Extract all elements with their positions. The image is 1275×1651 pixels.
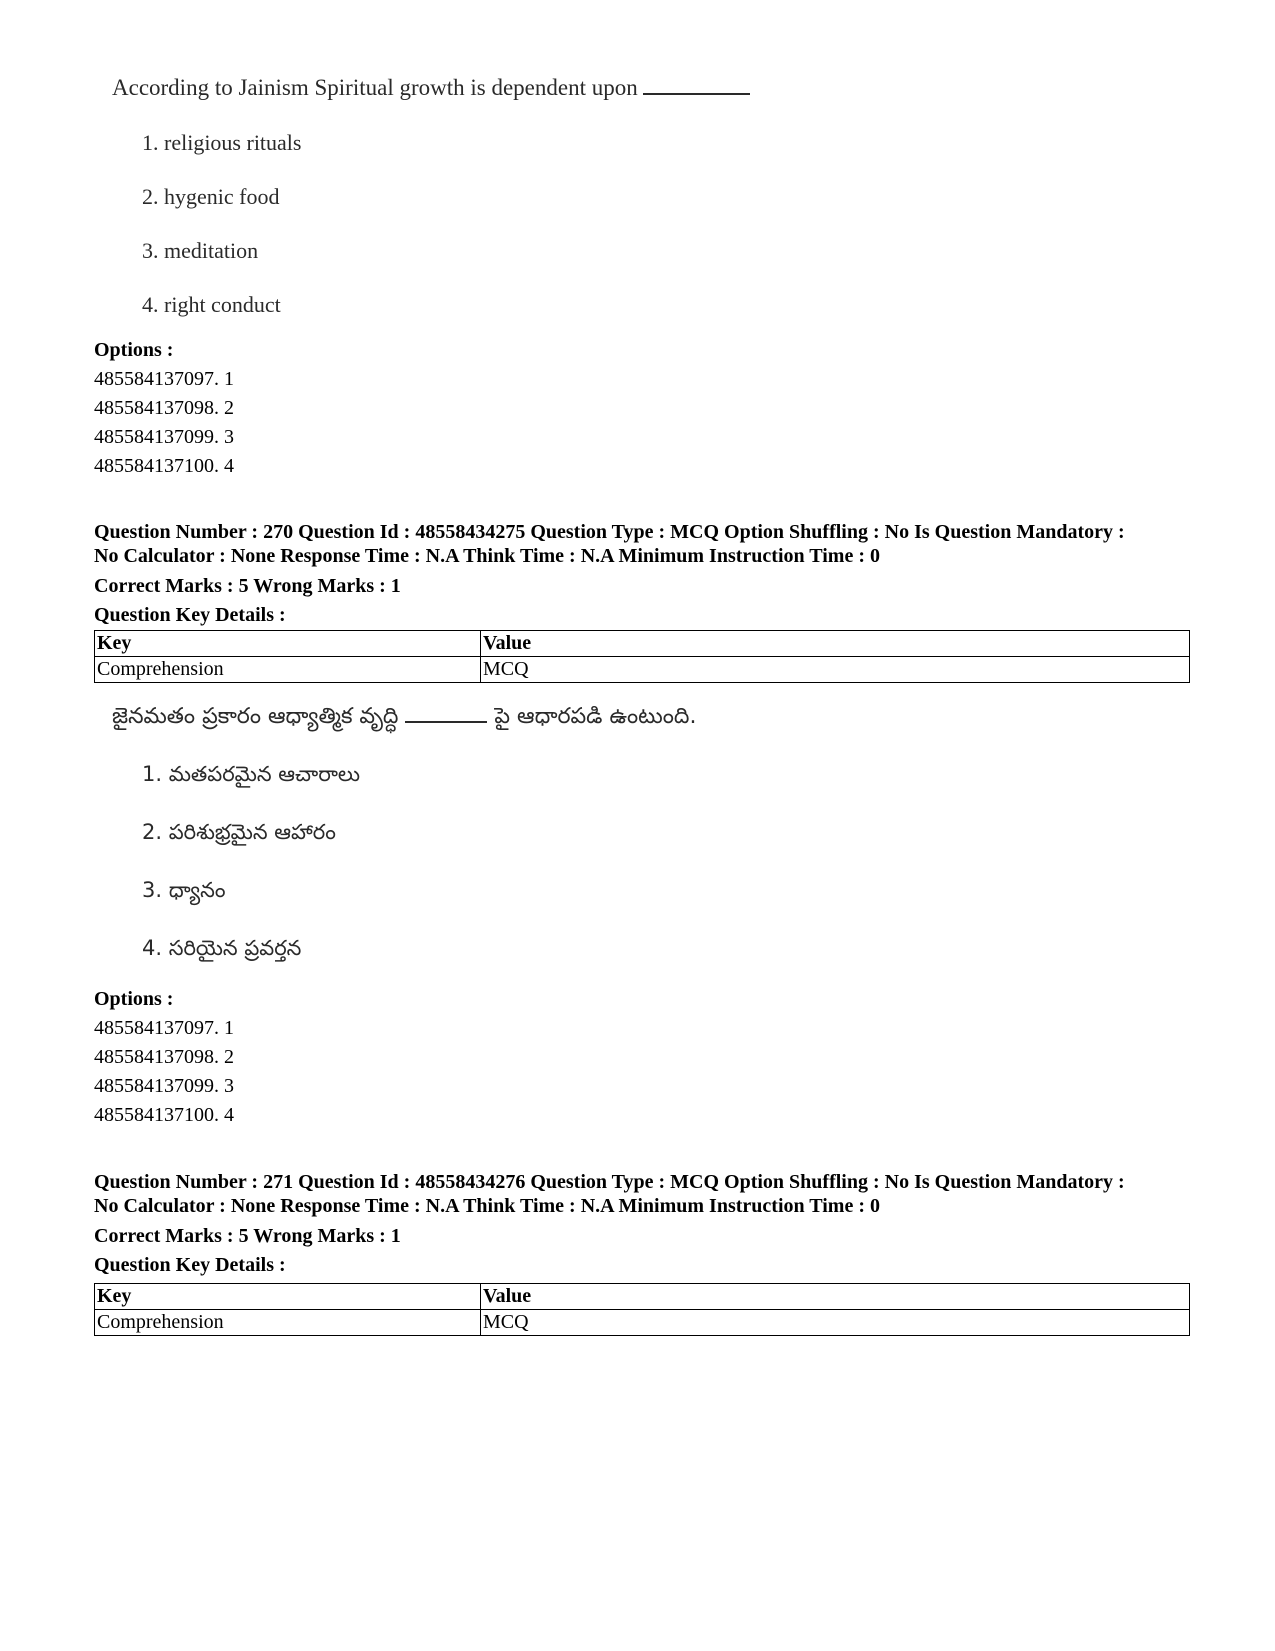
question-option-1: 1. religious rituals [142,130,302,155]
question-stem-text: జైనమతం ప్రకారం ఆధ్యాత్మిక వృద్ధి [112,704,399,729]
table-cell-key: Comprehension [95,657,481,683]
question-info-line: No Calculator : None Response Time : N.A Think Time : N.A Minimum Instruction Time : 0 [94,1195,880,1217]
question-info-line: Question Number : 270 Question Id : 48558434275 Question Type : MCQ Option Shuffling : No Is Question Mandatory : [94,521,1125,543]
table-cell-key: Comprehension [95,1310,481,1336]
question-option-4: 4. right conduct [142,292,281,317]
key-details-label: Question Key Details : [94,1254,286,1276]
question-info-line: Question Number : 271 Question Id : 48558434276 Question Type : MCQ Option Shuffling : No Is Question Mandatory : [94,1171,1125,1193]
option-id-row: 485584137099. 3 [94,426,234,448]
options-list [94,336,234,481]
option-id-row: 485584137098. 2 [94,397,234,419]
question-option-3: 3. ధ్యానం [142,878,226,902]
key-details-label: Question Key Details : [94,604,286,626]
table-cell-value: MCQ [481,657,1190,683]
marks-line: Correct Marks : 5 Wrong Marks : 1 [94,575,401,597]
question-meta-271 [94,1170,1204,1277]
question-stem-text-end: పై ఆధారపడి ఉంటుంది. [494,704,697,729]
table-header-value: Value [481,631,1190,657]
option-id-row: 485584137100. 4 [94,1104,234,1126]
options-label: Options : [94,988,174,1010]
table-header-row [95,631,1190,657]
question-option-4: 4. సరియైన ప్రవర్తన [142,936,302,960]
options-label: Options : [94,339,174,361]
table-header-key: Key [95,1284,481,1310]
table-header-value: Value [481,1284,1190,1310]
question-image-telugu [95,702,1185,963]
option-id-row: 485584137097. 1 [94,1017,234,1039]
options-list [94,985,234,1130]
question-stem [112,73,1185,103]
question-option-2: 2. పరిశుభ్రమైన ఆహారం [142,820,336,844]
table-cell-value: MCQ [481,1310,1190,1336]
option-id-row: 485584137098. 2 [94,1046,234,1068]
table-header-key: Key [95,631,481,657]
table-row [95,657,1190,683]
question-option-1: 1. మతపరమైన ఆచారాలు [142,762,361,786]
table-header-row [95,1284,1190,1310]
question-option-3: 3. meditation [142,238,259,263]
key-details-table [94,1283,1190,1336]
table-row [95,1310,1190,1336]
marks-line: Correct Marks : 5 Wrong Marks : 1 [94,1225,401,1247]
question-meta-270 [94,520,1204,627]
question-image-english [95,73,1185,320]
question-stem [112,702,1185,732]
question-info-line: No Calculator : None Response Time : N.A Think Time : N.A Minimum Instruction Time : 0 [94,545,880,567]
answer-blank [405,703,487,723]
question-option-2: 2. hygenic food [142,184,280,209]
answer-blank [643,75,750,95]
question-stem-text: According to Jainism Spiritual growth is dependent upon [112,75,638,100]
option-id-row: 485584137100. 4 [94,455,234,477]
option-id-row: 485584137099. 3 [94,1075,234,1097]
key-details-table [94,630,1190,683]
option-id-row: 485584137097. 1 [94,368,234,390]
